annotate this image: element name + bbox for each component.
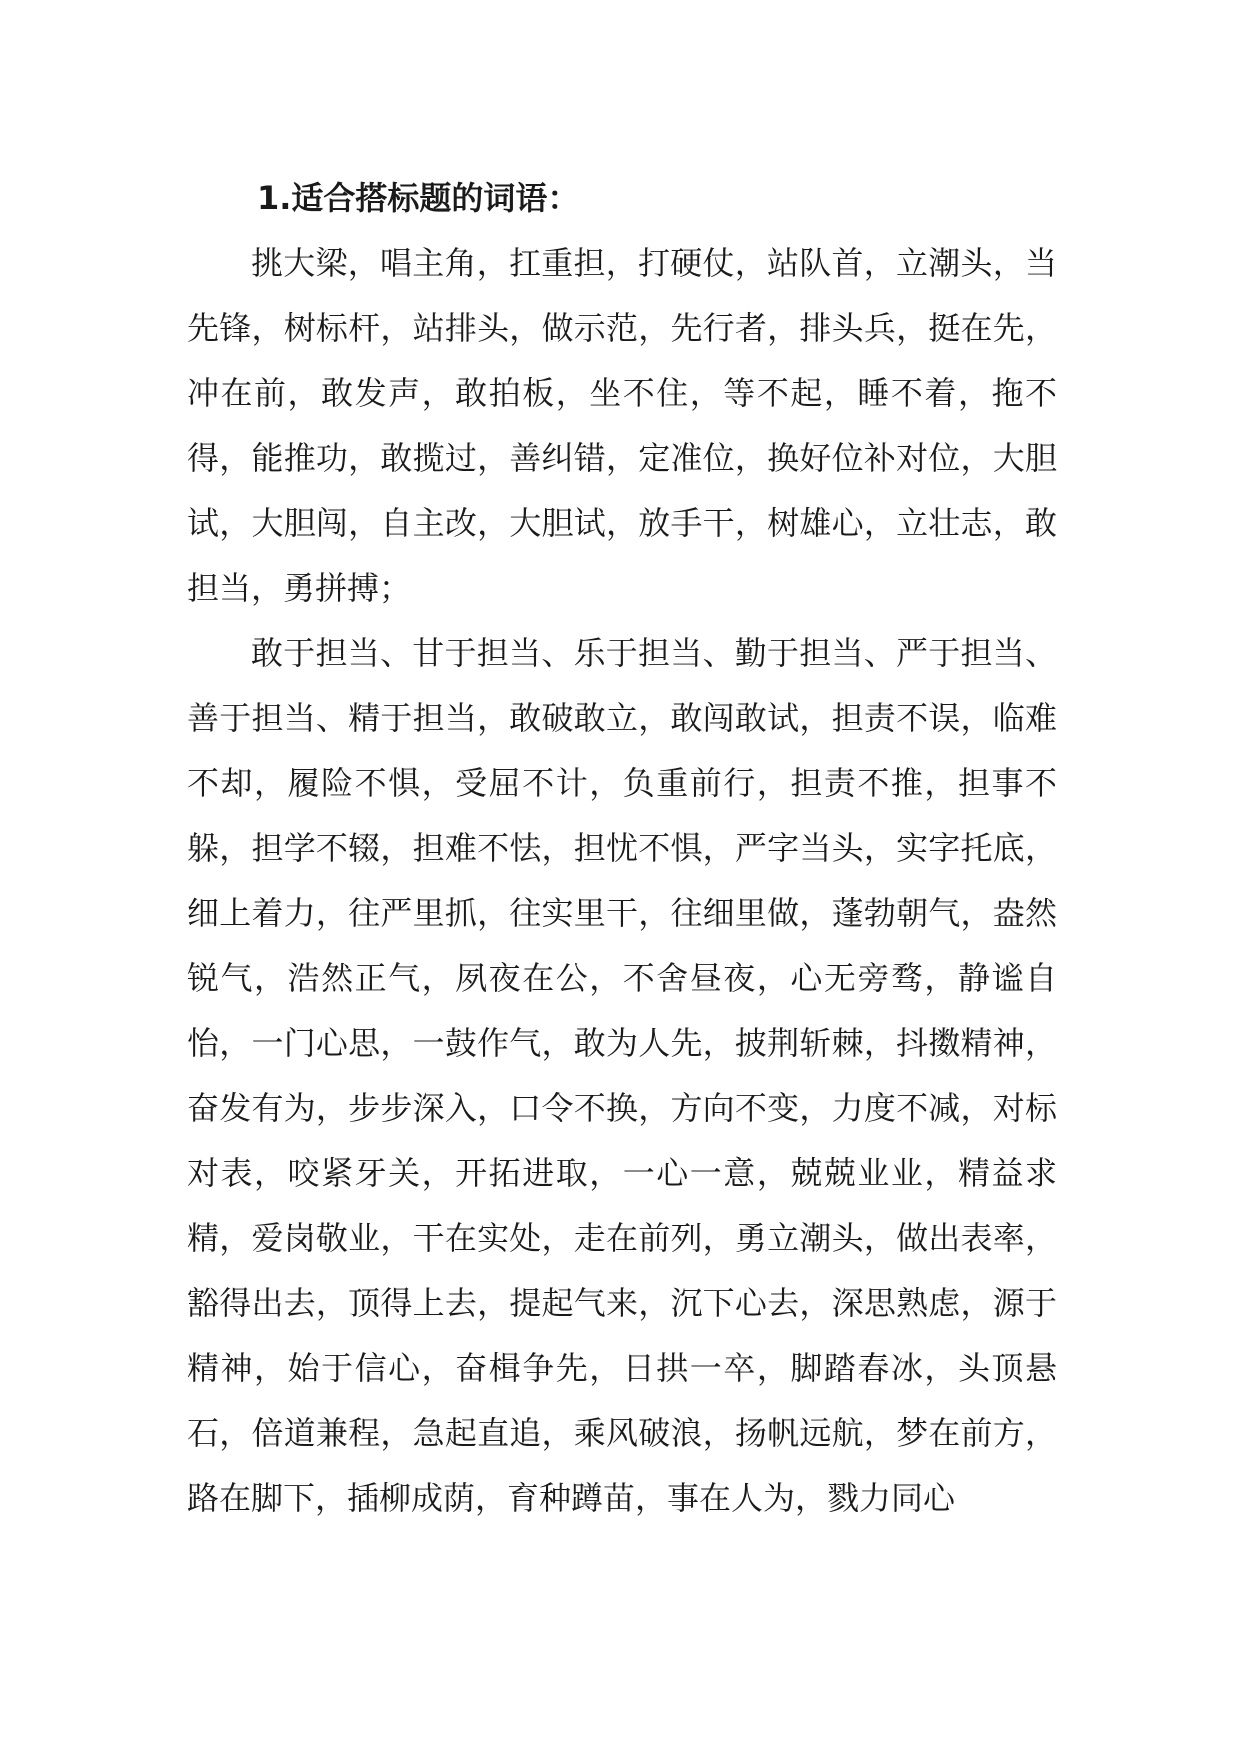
section-heading: 1.适合搭标题的词语： xyxy=(257,179,580,217)
paragraph-four-character-phrases: 敢于担当、甘于担当、乐于担当、勤于担当、严于担当、善于担当、精于担当，敢破敢立，敢闯敢试，担责不误，临难不却，履险不惧，受屈不计，负重前行，担责不推，担事不躲，担学不辍，担难不怯，担忧不惧，严字当头，实字托底，细上着力，往严里抓，往实里干，往细里做，蓬勃朝气，盎然锐气，浩然正气，夙夜在公，不舍昼夜，心无旁骛，静谧自怡，一门心思，一鼓作气，敢为人先，披荆斩棘，抖擞精神，奋发有为，步步深入，口令不换，方向不变，力度不减，对标对表，咬紧牙关，开拓进取，一心一意，兢兢业业，精益求精，爱岗敬业，干在实处，走在前列，勇立潮头，做出表率，豁得出去，顶得上去，提起气来，沉下心去，深思熟虑，源于精神，始于信心，奋楫争先，日拱一卒，脚踏春冰，头顶悬石，倍道兼程，急起直追，乘风破浪，扬帆远航，梦在前方，路在脚下，插柳成荫，育种蹲苗，事在人为，戮力同心 xyxy=(187,634,1057,1517)
paragraph-short-phrases: 挑大梁，唱主角，扛重担，打硬仗，站队首，立潮头，当先锋，树标杆，站排头，做示范，先行者，排头兵，挺在先，冲在前，敢发声，敢拍板，坐不住，等不起，睡不着，拖不得，能推功，敢揽过，善纠错，定准位，换好位补对位，大胆试，大胆闯，自主改，大胆试，放手干，树雄心，立壮志，敢担当，勇拼搏； xyxy=(187,244,1057,607)
document-body xyxy=(187,166,1057,1531)
